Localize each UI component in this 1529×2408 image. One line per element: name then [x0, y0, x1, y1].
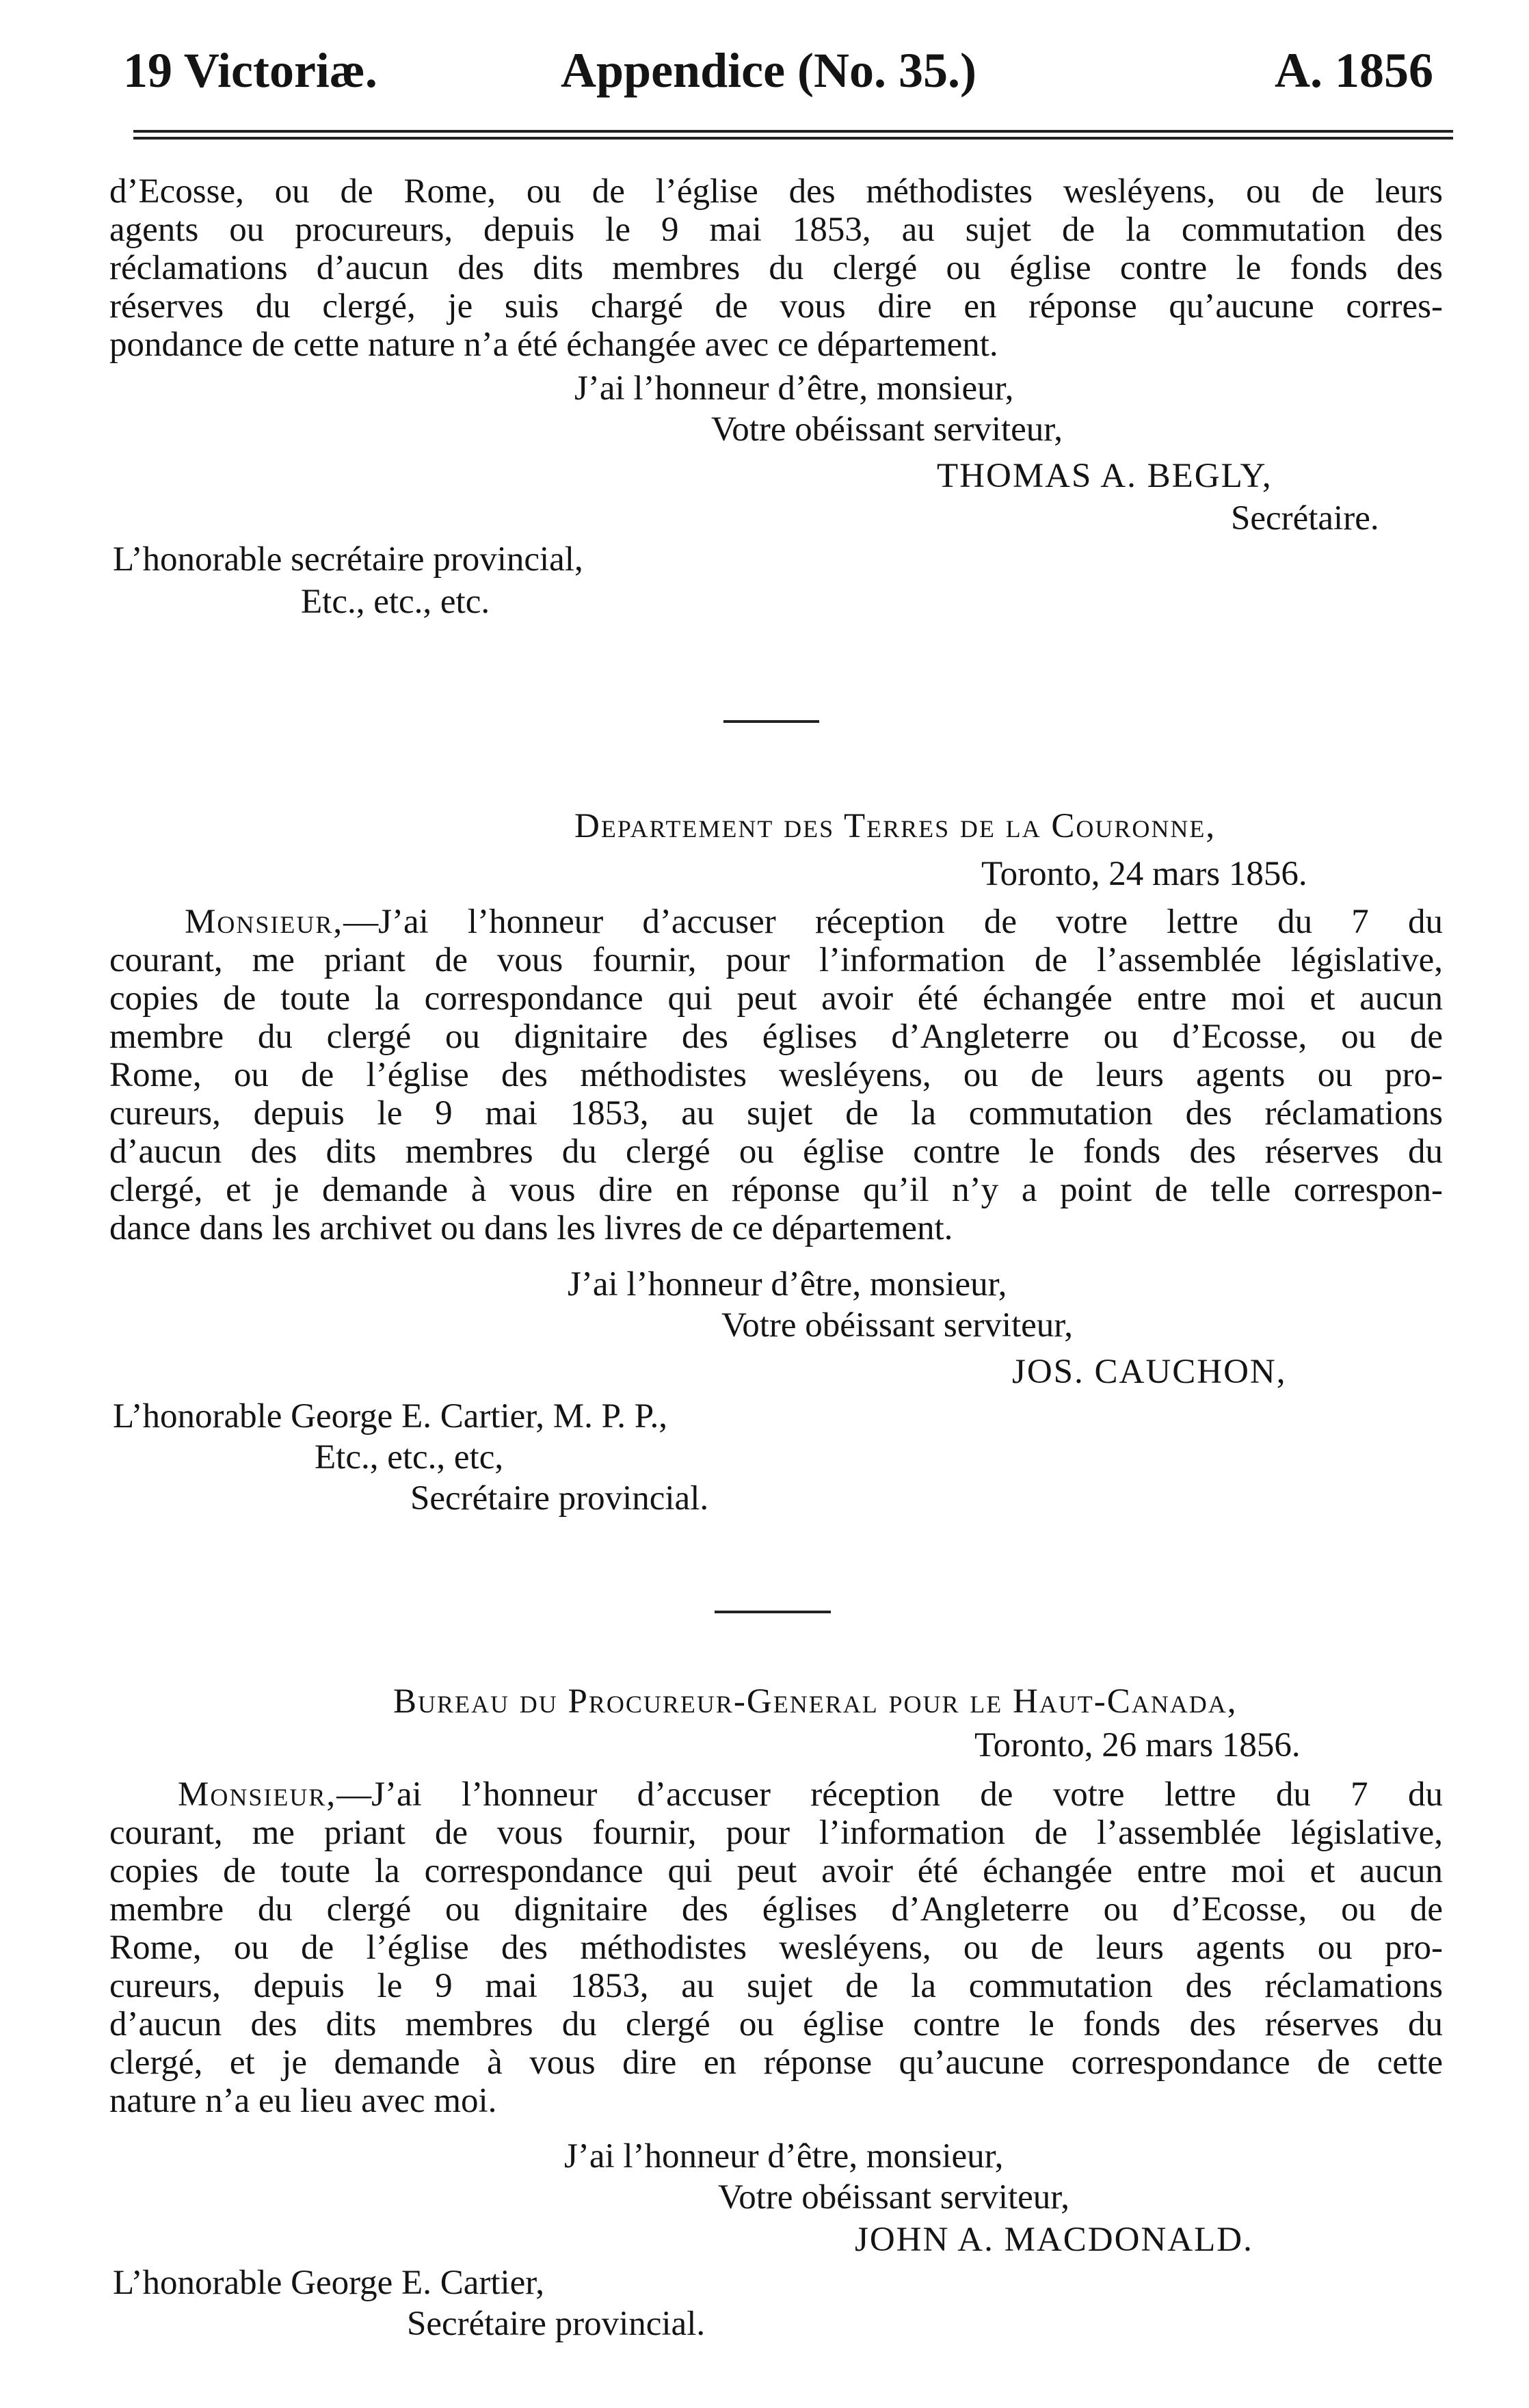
letter3-first-line [109, 1775, 1443, 1814]
letter2-line: d’aucun des dits membres du clergé ou église contre le fonds des réserves du [109, 1133, 1443, 1171]
header-year: A. 1856 [1275, 43, 1433, 98]
letter3-servant: Votre obéissant serviteur, [718, 2178, 1069, 2217]
letter3-body [109, 1775, 1443, 2120]
header-session: 19 Victoriæ. [123, 43, 377, 98]
letter3-line: cureurs, depuis le 9 mai 1853, au sujet de la commutation des réclamations [109, 1967, 1443, 2005]
letter1-line: pondance de cette nature n’a été échangée avec ce département. [109, 326, 998, 364]
section-divider [723, 720, 819, 723]
letter3-line: Rome, ou de l’église des méthodistes wesléyens, ou de leurs agents ou pro- [109, 1929, 1443, 1967]
letter3-line: d’aucun des dits membres du clergé ou église contre le fonds des réserves du [109, 2005, 1443, 2043]
letter2-line: dance dans les archivet ou dans les livres de ce département. [109, 1209, 953, 1247]
letter3-addressee: L’honorable George E. Cartier, [113, 2264, 545, 2302]
letter1-line: réclamations d’aucun des dits membres du clergé ou église contre le fonds des [109, 249, 1443, 287]
letter2-closing: J’ai l’honneur d’être, monsieur, [568, 1265, 1007, 1304]
letter1-addressee: L’honorable secrétaire provincial, [113, 540, 583, 579]
letter3-addressee-title: Secrétaire provincial. [407, 2305, 706, 2343]
letter2-first-line-text: —J’ai l’honneur d’accuser réception de votre lettre du 7 du [343, 903, 1443, 941]
letter1-addressee-etc: Etc., etc., etc. [301, 583, 490, 621]
letter1-signature: THOMAS A. BEGLY, [937, 457, 1273, 495]
letter3-first-line-text: —J’ai l’honneur d’accuser réception de votre lettre du 7 du [336, 1775, 1443, 1814]
letter3-heading: Bureau du Procureur-General pour le Haut-Canada, [393, 1682, 1238, 1721]
letter3-line: courant, me priant de vous fournir, pour l’information de l’assemblée législative, [109, 1814, 1443, 1852]
letter2-addressee-etc: Etc., etc., etc, [315, 1438, 504, 1477]
letter2-line: courant, me priant de vous fournir, pour l’information de l’assemblée législative, [109, 941, 1443, 979]
letter1-body [109, 172, 1443, 364]
section-divider [715, 1611, 831, 1613]
letter3-line: membre du clergé ou dignitaire des églises d’Angleterre ou d’Ecosse, ou de [109, 1890, 1443, 1929]
letter2-addressee-title: Secrétaire provincial. [410, 1479, 709, 1518]
header-appendix: Appendice (No. 35.) [561, 43, 976, 98]
letter3-line: copies de toute la correspondance qui peut avoir été échangée entre moi et aucun [109, 1852, 1443, 1890]
letter3-closing: J’ai l’honneur d’être, monsieur, [564, 2137, 1004, 2175]
letter2-addressee: L’honorable George E. Cartier, M. P. P., [113, 1397, 668, 1435]
letter2-line: copies de toute la correspondance qui peut avoir été échangée entre moi et aucun [109, 979, 1443, 1018]
letter2-line: membre du clergé ou dignitaire des églises d’Angleterre ou d’Ecosse, ou de [109, 1018, 1443, 1056]
letter1-servant: Votre obéissant serviteur, [711, 410, 1063, 449]
running-header [103, 42, 1447, 111]
letter3-line: clergé, et je demande à vous dire en réponse qu’aucune correspondance de cette [109, 2043, 1443, 2082]
letter2-heading: Departement des Terres de la Couronne, [574, 807, 1216, 845]
letter2-signature: JOS. CAUCHON, [1012, 1353, 1287, 1391]
letter2-line: clergé, et je demande à vous dire en réponse qu’il n’y a point de telle correspon- [109, 1171, 1443, 1209]
letter3-signature: JOHN A. MACDONALD. [855, 2221, 1253, 2259]
letter3-salutation: Monsieur, [178, 1775, 337, 1814]
letter2-line: Rome, ou de l’église des méthodistes wesléyens, ou de leurs agents ou pro- [109, 1056, 1443, 1094]
letter1-signer-title: Secrétaire. [1231, 499, 1379, 538]
header-rule-top [133, 130, 1453, 133]
letter2-dateline: Toronto, 24 mars 1856. [981, 855, 1307, 893]
letter1-line: d’Ecosse, ou de Rome, ou de l’église des méthodistes wesléyens, ou de leurs [109, 172, 1443, 211]
letter3-dateline: Toronto, 26 mars 1856. [974, 1726, 1301, 1764]
letter3-line: nature n’a eu lieu avec moi. [109, 2082, 497, 2120]
letter2-body [109, 903, 1443, 1247]
letter2-first-line [109, 903, 1443, 941]
letter2-servant: Votre obéissant serviteur, [721, 1306, 1073, 1345]
letter1-line: réserves du clergé, je suis chargé de vous dire en réponse qu’aucune corres- [109, 287, 1443, 326]
letter1-line: agents ou procureurs, depuis le 9 mai 1853, au sujet de la commutation des [109, 211, 1443, 249]
header-rule-bottom [133, 137, 1453, 140]
letter1-closing: J’ai l’honneur d’être, monsieur, [574, 369, 1014, 408]
letter2-salutation: Monsieur, [185, 903, 344, 941]
letter2-line: cureurs, depuis le 9 mai 1853, au sujet de la commutation des réclamations [109, 1094, 1443, 1133]
